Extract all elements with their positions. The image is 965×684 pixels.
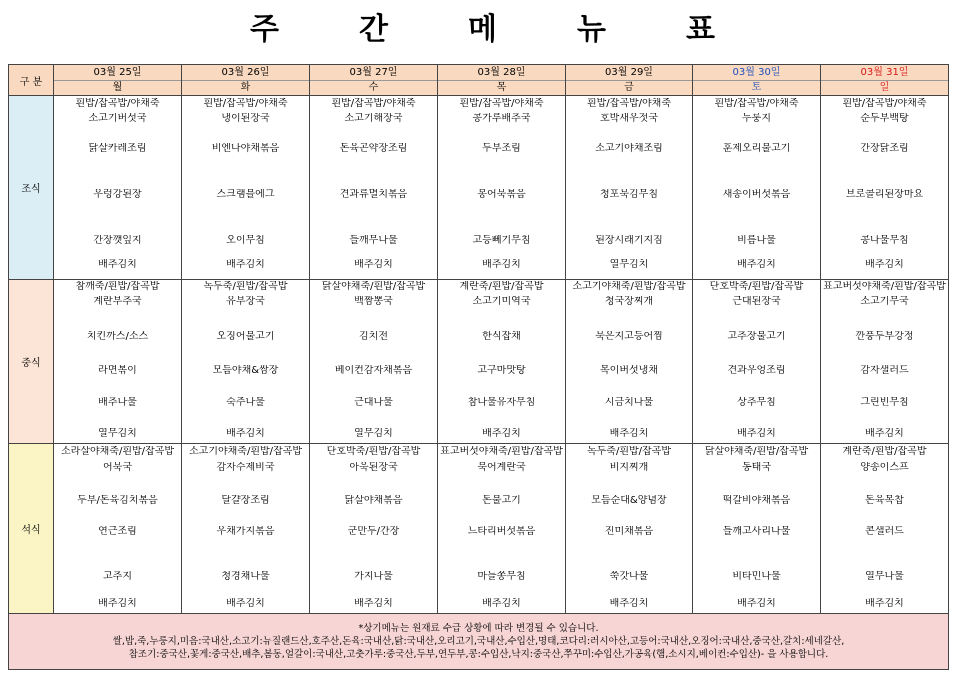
menu-cell	[566, 280, 693, 444]
day-date: 03월 28일	[477, 66, 526, 78]
title-char: 메	[468, 12, 497, 47]
menu-item: 열무나물	[865, 571, 904, 582]
menu-item: 마늘쫑무침	[477, 571, 526, 582]
menu-item: 배추김치	[226, 598, 265, 609]
menu-cell	[438, 444, 566, 614]
menu-item: 고추지	[103, 571, 132, 582]
day-weekday: 금	[566, 80, 692, 95]
menu-item: 열무김치	[354, 428, 393, 439]
menu-item: 연근조림	[98, 526, 137, 537]
menu-cell	[438, 280, 566, 444]
menu-item: 김치전	[359, 331, 388, 342]
menu-item: 계란죽/흰밥/잡곡밥	[459, 281, 544, 292]
menu-item: 배추김치	[865, 598, 904, 609]
menu-item: 배추김치	[482, 598, 521, 609]
meal-label: 석식	[9, 444, 54, 614]
day-header	[566, 65, 693, 96]
menu-item: 견과우엉조림	[727, 365, 786, 376]
menu-item: 떡갈비야채볶음	[722, 495, 791, 506]
menu-item: 소고기야채조림	[595, 143, 663, 154]
menu-cell	[182, 96, 310, 280]
title-char: 주	[250, 12, 280, 47]
menu-item: 감자수제비국	[216, 462, 275, 473]
day-header	[54, 65, 182, 96]
menu-item: 우채가지볶음	[216, 526, 275, 537]
menu-item: 소고기무국	[860, 296, 909, 307]
menu-item: 배추김치	[98, 259, 137, 270]
menu-item: 호박새우젓국	[600, 113, 658, 124]
title-char: 뉴	[576, 12, 606, 47]
notes-box	[9, 614, 949, 670]
menu-item: 근대나물	[354, 397, 393, 408]
menu-item: 표고버섯야채죽/흰밥/잡곡밥	[440, 446, 563, 457]
menu-item: 오이무침	[226, 235, 265, 246]
menu-item: 비엔나야채볶음	[211, 143, 280, 154]
menu-item: 청국장찌개	[604, 296, 654, 307]
menu-item: 아욱된장국	[349, 462, 398, 473]
menu-item: 견과류멸치볶음	[339, 189, 408, 200]
day-header	[821, 65, 949, 96]
menu-item: 진미채볶음	[604, 526, 654, 537]
menu-item: 배추김치	[737, 259, 776, 270]
menu-item: 백짬뽕국	[354, 296, 393, 307]
menu-item: 된장시래기지짐	[595, 235, 663, 246]
day-weekday: 목	[438, 80, 565, 95]
menu-item: 상추무침	[737, 397, 776, 408]
menu-item: 배추김치	[737, 598, 776, 609]
menu-item: 모듬야채&쌈장	[212, 365, 279, 376]
menu-item: 유부장국	[226, 296, 265, 307]
menu-cell	[438, 96, 566, 280]
menu-item: 들깨무나물	[349, 235, 398, 246]
title-char: 표	[685, 12, 715, 47]
menu-item: 표고버섯야채죽/흰밥/잡곡밥	[823, 281, 946, 292]
menu-item: 오징어불고기	[216, 331, 275, 342]
menu-item: 계란부추국	[93, 296, 142, 307]
menu-cell	[310, 280, 438, 444]
menu-item: 봉어묵볶음	[477, 189, 526, 200]
menu-item: 소고기야채죽/흰밥/잡곡밥	[189, 446, 302, 457]
day-weekday: 화	[182, 80, 309, 95]
menu-item: 돈육곤약장조림	[339, 143, 408, 154]
menu-item: 소고기버섯국	[88, 113, 147, 124]
menu-item: 고구마맛탕	[477, 365, 526, 376]
note-line: *상기메뉴는 원재료 수급 상황에 따라 변경될 수 있습니다.	[358, 623, 599, 634]
menu-cell	[693, 444, 821, 614]
menu-cell	[566, 444, 693, 614]
menu-cell	[693, 96, 821, 280]
menu-item: 배추김치	[865, 259, 904, 270]
menu-item: 순두부백탕	[860, 113, 909, 124]
menu-item: 북어계란국	[477, 462, 526, 473]
menu-item: 흰밥/잡곡밥/야채죽	[331, 98, 416, 109]
menu-item: 쑥갓나물	[609, 571, 649, 582]
menu-item: 달걀장조림	[221, 495, 270, 506]
menu-item: 단호박죽/흰밥/잡곡밥	[326, 446, 421, 457]
menu-item: 배추김치	[98, 598, 137, 609]
menu-item: 배추김치	[865, 428, 904, 439]
menu-cell	[693, 280, 821, 444]
menu-item: 닭살카레조림	[88, 143, 147, 154]
menu-item: 녹두죽/흰밥/잡곡밥	[586, 446, 672, 457]
menu-item: 녹두죽/흰밥/잡곡밥	[203, 281, 288, 292]
menu-item: 그린빈무침	[860, 397, 909, 408]
menu-item: 모듬순대&양념장	[591, 495, 667, 506]
note-line: 참조기:중국산,꽃게:중국산,배추,봄동,얼갈이:국내산,고춧가루:중국산,두부,연두부,콩:수입산,낙지:중국산,쭈꾸미:수입산,가공육(햄,소시지,베이컨:수입산)- 을 사용합니다.	[128, 649, 829, 660]
title-char: 간	[359, 12, 388, 47]
menu-cell	[310, 444, 438, 614]
menu-cell	[566, 96, 693, 280]
day-date: 03월 29일	[605, 66, 653, 78]
menu-cell	[54, 96, 182, 280]
menu-item: 돈육목찹	[865, 495, 904, 506]
menu-item: 냉이된장국	[221, 113, 270, 124]
menu-item: 돈불고기	[482, 495, 521, 506]
menu-cell	[821, 96, 949, 280]
menu-item: 콩나물무침	[860, 235, 909, 246]
menu-item: 닭살야채죽/흰밥/잡곡밥	[321, 281, 426, 292]
menu-item: 청포묵김무침	[600, 189, 658, 200]
menu-cell	[182, 444, 310, 614]
menu-item: 베이컨감자채볶음	[334, 365, 413, 376]
menu-item: 배추김치	[226, 259, 265, 270]
menu-item: 묵은지고등어찜	[595, 331, 663, 342]
menu-item: 브로콜리된장마요	[845, 189, 924, 200]
menu-item: 우렁강된장	[93, 189, 142, 200]
day-date: 03월 25일	[93, 66, 142, 78]
meal-label: 조식	[9, 96, 54, 280]
menu-cell	[821, 444, 949, 614]
menu-item: 배추김치	[609, 428, 649, 439]
day-header	[310, 65, 438, 96]
menu-cell	[54, 280, 182, 444]
weekly-menu-table	[8, 64, 949, 670]
menu-item: 비지찌개	[609, 462, 649, 473]
section-header: 구 분	[9, 65, 54, 96]
day-weekday: 월	[54, 80, 181, 95]
menu-item: 어묵국	[103, 462, 132, 473]
menu-item: 근대된장국	[732, 296, 781, 307]
menu-item: 새송이버섯볶음	[722, 189, 791, 200]
day-header	[182, 65, 310, 96]
menu-item: 간장닭조림	[860, 143, 909, 154]
menu-item: 소고기미역국	[472, 296, 531, 307]
menu-item: 동태국	[742, 462, 771, 473]
meal-label: 중식	[9, 280, 54, 444]
menu-item: 배추김치	[737, 428, 776, 439]
menu-item: 콩가루배추국	[472, 113, 531, 124]
menu-item: 배추김치	[354, 259, 393, 270]
menu-item: 배추김치	[226, 428, 265, 439]
note-line: 쌀,밥,죽,누룽지,미음:국내산,소고기:뉴질랜드산,호주산,돈육:국내산,닭:국내산,오리고기,국내산,수입산,명태,코다리:러시아산,고등어:국내산,오징어:국내산,중국산,갈치:세네갈산,	[112, 636, 845, 647]
day-date: 03월 26일	[221, 66, 270, 78]
menu-item: 참깨죽/흰밥/잡곡밥	[75, 281, 160, 292]
day-weekday: 일	[821, 80, 948, 95]
day-weekday: 토	[693, 80, 820, 95]
menu-item: 두부/돈육김치볶음	[77, 495, 158, 506]
menu-item: 목이버섯냉채	[600, 365, 658, 376]
menu-item: 누룽지	[742, 113, 771, 124]
day-date: 03월 30일	[732, 66, 781, 78]
day-header	[438, 65, 566, 96]
menu-item: 콘샐러드	[865, 526, 904, 537]
menu-item: 치킨까스/소스	[86, 331, 149, 342]
menu-item: 배추김치	[482, 428, 521, 439]
menu-cell	[821, 280, 949, 444]
menu-item: 열무김치	[609, 259, 649, 270]
menu-item: 열무김치	[98, 428, 137, 439]
menu-item: 들깨고사리나물	[722, 526, 791, 537]
menu-item: 양송이스프	[860, 462, 909, 473]
menu-item: 숙주나물	[226, 397, 265, 408]
menu-item: 훈제오리불고기	[722, 143, 791, 154]
menu-item: 흰밥/잡곡밥/야채죽	[459, 98, 544, 109]
menu-item: 배추김치	[354, 598, 393, 609]
menu-item: 참나물유자무침	[467, 397, 536, 408]
menu-item: 닭살야채볶음	[344, 495, 403, 506]
menu-item: 깐풍두부강정	[855, 331, 914, 342]
day-header	[693, 65, 821, 96]
menu-cell	[310, 96, 438, 280]
menu-item: 고추장불고기	[727, 331, 786, 342]
day-weekday: 수	[310, 80, 437, 95]
menu-item: 흰밥/잡곡밥/야채죽	[203, 98, 288, 109]
menu-item: 단호박죽/흰밥/잡곡밥	[709, 281, 804, 292]
menu-item: 배추김치	[609, 598, 649, 609]
menu-item: 스크램블에그	[216, 189, 275, 200]
menu-item: 흰밥/잡곡밥/야채죽	[842, 98, 927, 109]
menu-item: 배추나물	[98, 397, 137, 408]
day-date: 03월 27일	[349, 66, 398, 78]
menu-item: 닭살야채죽/흰밥/잡곡밥	[704, 446, 809, 457]
page-title	[0, 4, 965, 48]
menu-item: 감자샐러드	[860, 365, 909, 376]
day-date: 03월 31일	[860, 66, 909, 78]
menu-item: 소고기야채죽/흰밥/잡곡밥	[572, 281, 686, 292]
menu-item: 고등뻬기무침	[472, 235, 531, 246]
menu-item: 배추김치	[482, 259, 521, 270]
menu-item: 흰밥/잡곡밥/야채죽	[586, 98, 672, 109]
menu-item: 청경채나물	[221, 571, 270, 582]
menu-cell	[182, 280, 310, 444]
menu-item: 흰밥/잡곡밥/야채죽	[714, 98, 799, 109]
menu-item: 라면볶이	[98, 365, 137, 376]
menu-item: 비타민나물	[732, 571, 781, 582]
menu-item: 계란죽/흰밥/잡곡밥	[842, 446, 927, 457]
menu-item: 흰밥/잡곡밥/야채죽	[75, 98, 160, 109]
menu-cell	[54, 444, 182, 614]
menu-item: 한식잡채	[482, 331, 521, 342]
menu-item: 비름나물	[737, 235, 776, 246]
menu-item: 시금치나물	[604, 397, 654, 408]
menu-item: 가지나물	[354, 571, 393, 582]
menu-item: 느타리버섯볶음	[467, 526, 536, 537]
menu-item: 소고기해장국	[344, 113, 403, 124]
menu-item: 군만두/간장	[347, 526, 400, 537]
menu-item: 두부조림	[482, 143, 521, 154]
menu-item: 소라살야채죽/흰밥/잡곡밥	[61, 446, 174, 457]
menu-item: 간장깻잎지	[93, 235, 142, 246]
